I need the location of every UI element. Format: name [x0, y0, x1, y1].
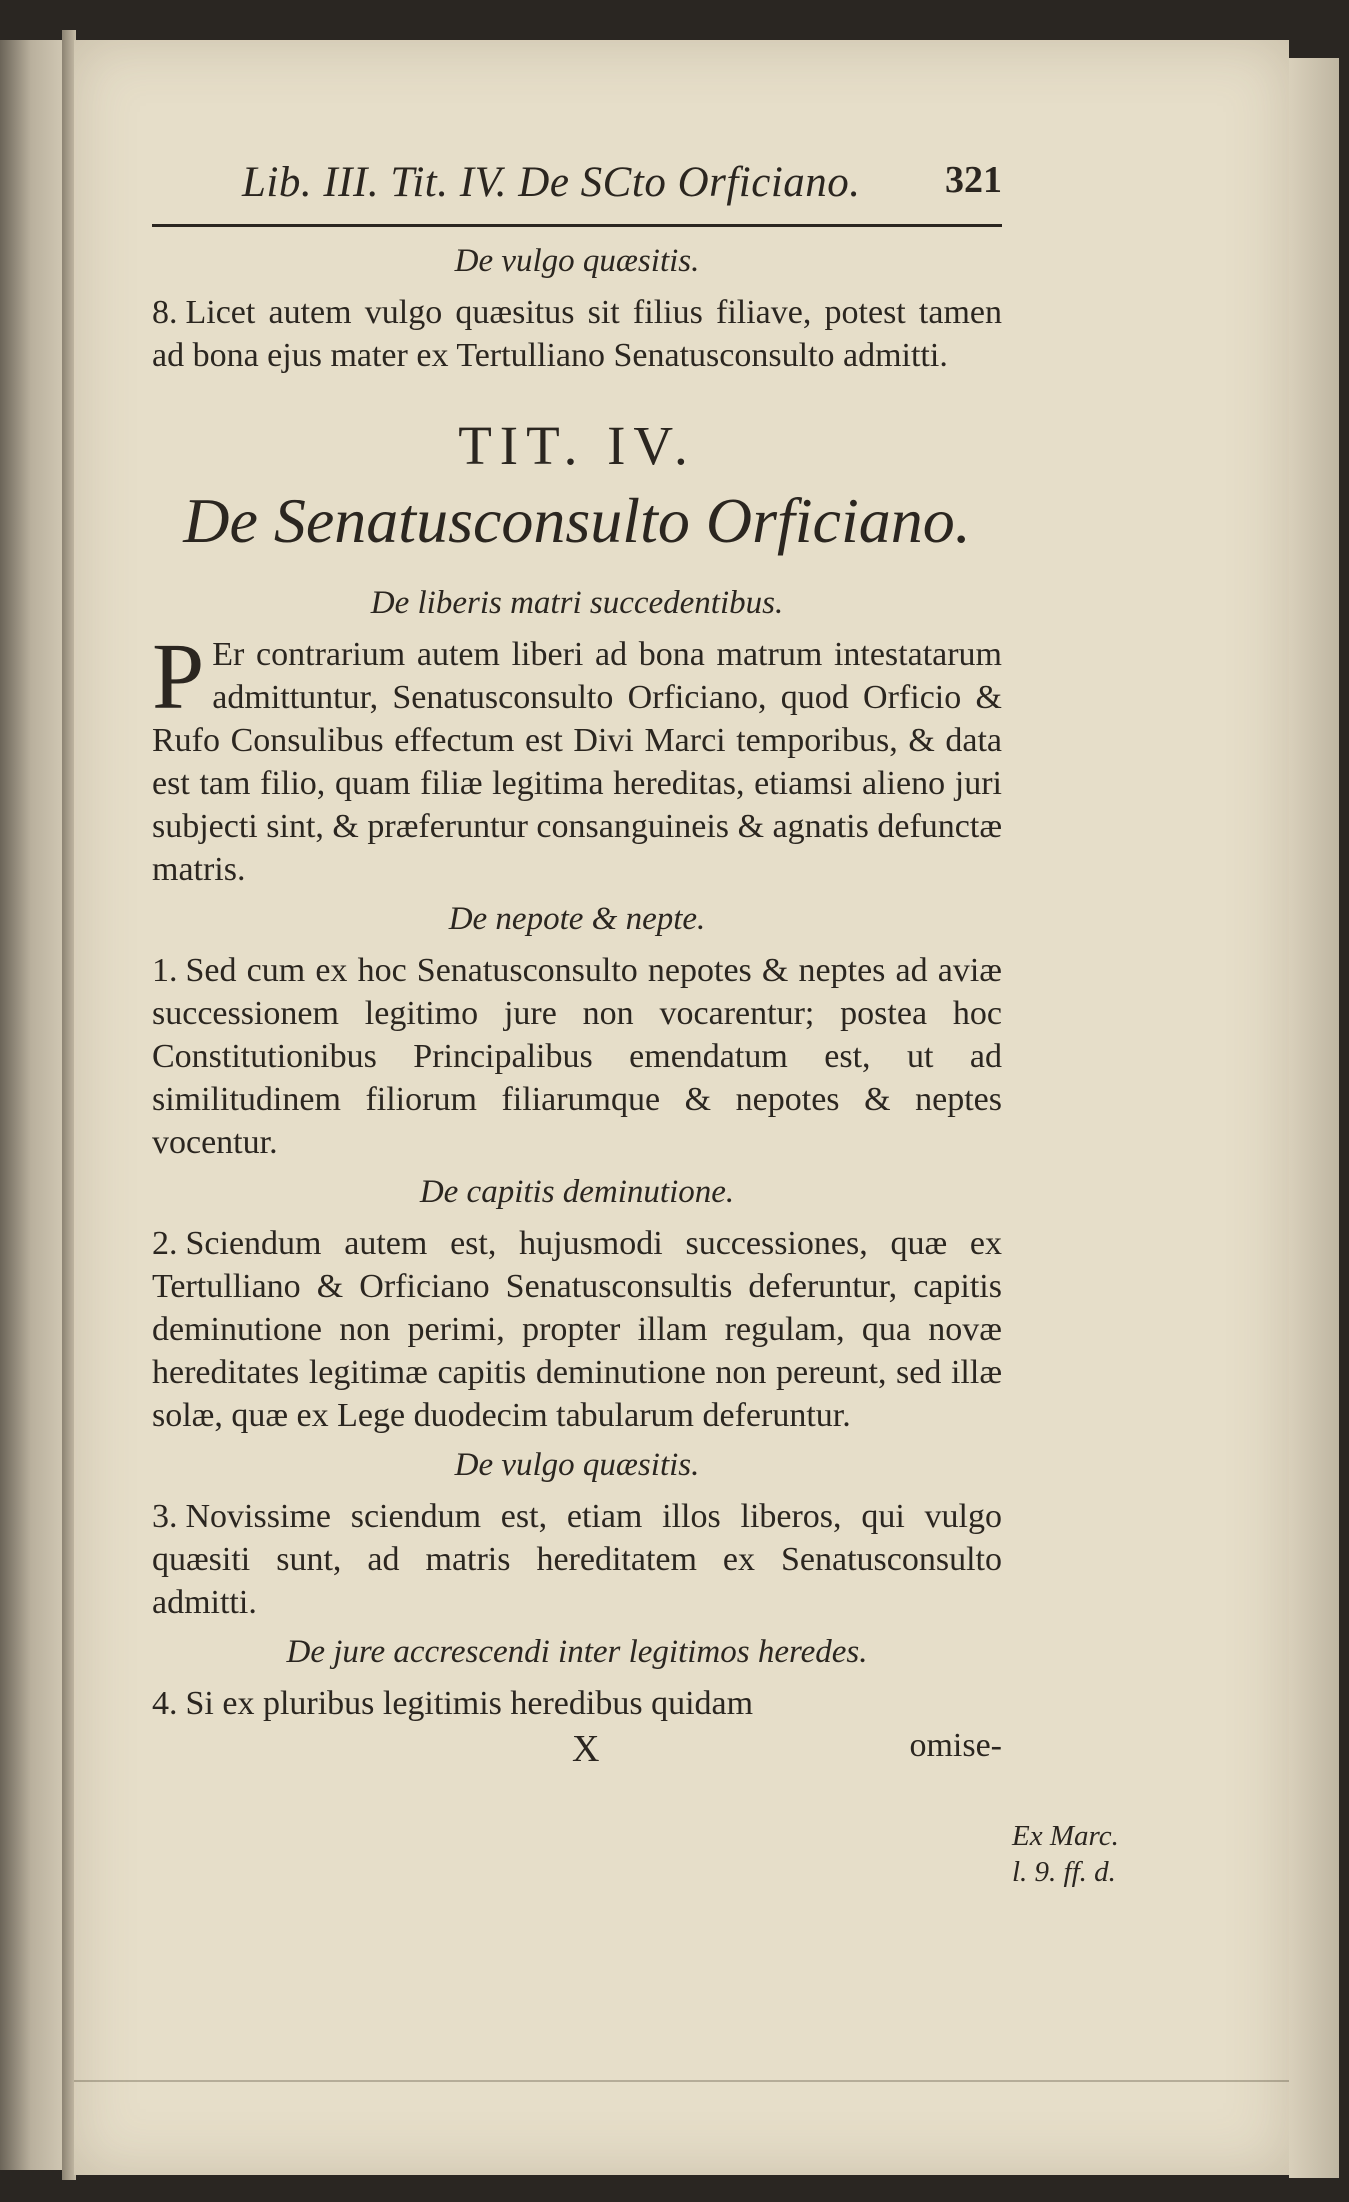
paragraph-1 [152, 949, 1002, 1164]
paragraph-text: Si ex pluribus legitimis heredibus quidam [185, 1685, 754, 1722]
paragraph-text: Er contrarium autem liberi ad bona matrum intestatarum admittuntur, Senatusconsulto Orficiano, quod Orficio & Rufo Consulibus effectum est Divi Marci temporibus, & data est tam filio, quam filiæ legitima hereditas, etiamsi alieno juri subjecti sint, & præferuntur consanguineis & agnatis defunctæ matris. [152, 636, 1002, 888]
section-heading: De capitis deminutione. [419, 1174, 735, 1210]
page-content [152, 150, 1002, 1771]
section-heading: De vulgo quæsitis. [454, 243, 700, 279]
paragraph-intro [152, 625, 1002, 891]
page-bottom-mark [74, 2080, 1289, 2082]
drop-cap: P [152, 625, 205, 729]
running-title: Lib. III. Tit. IV. De SCto Orficiano. [242, 159, 861, 206]
section-heading: De liberis matri succedentibus. [370, 585, 784, 621]
paragraph-text: Sciendum autem est, hujusmodi successiones, quæ ex Tertulliano & Orficiano Senatusconsultis deferuntur, capitis deminutione non perimi, propter illam regulam, qua novæ hereditates legitimæ capitis deminutione non pereunt, sed illæ solæ, quæ ex Lege duodecim tabularum deferuntur. [152, 1225, 1002, 1434]
catchword: omise- [909, 1727, 1002, 1764]
paragraph-number: 1. [152, 952, 178, 989]
paragraph-number: 4. [152, 1685, 178, 1722]
paragraph-text: Licet autem vulgo quæsitus sit filius filiave, potest tamen ad bona ejus mater ex Tertulliano Senatusconsulto admitti. [152, 294, 1002, 374]
paragraph-text: Sed cum ex hoc Senatusconsulto nepotes & neptes ad aviæ successionem legitimo jure non vocarentur; postea hoc Constitutionibus Principalibus emendatum est, ut ad similitudinem filiorum filiarumque & nepotes & neptes vocentur. [152, 952, 1002, 1161]
paragraph-3 [152, 1495, 1002, 1624]
paragraph-4 [152, 1682, 1002, 1725]
paragraph-2 [152, 1222, 1002, 1437]
paragraph-8 [152, 291, 1002, 377]
section-heading: De jure accrescendi inter legitimos heredes. [286, 1634, 868, 1670]
margin-note: Ex Marc. l. 9. ff. d. [1012, 1820, 1119, 1888]
header-rule [152, 224, 1002, 227]
title-number: TIT. IV. [458, 415, 696, 476]
title-name: De Senatusconsulto Orficiano. [183, 485, 971, 556]
adjacent-page-edge [0, 40, 62, 2170]
page-footer [152, 1727, 1002, 1771]
page-edge-right [1289, 58, 1339, 2178]
signature-mark: X [572, 1728, 600, 1770]
paragraph-text: Novissime sciendum est, etiam illos liberos, qui vulgo quæsiti sunt, ad matris hereditatem ex Senatusconsulto admitti. [152, 1498, 1002, 1621]
paragraph-number: 3. [152, 1498, 178, 1535]
paragraph-number: 2. [152, 1225, 178, 1262]
paragraph-number: 8. [152, 294, 178, 331]
section-heading: De nepote & nepte. [448, 901, 706, 937]
running-head [152, 150, 1002, 210]
section-heading: De vulgo quæsitis. [454, 1447, 700, 1483]
page-number: 321 [945, 159, 1002, 201]
